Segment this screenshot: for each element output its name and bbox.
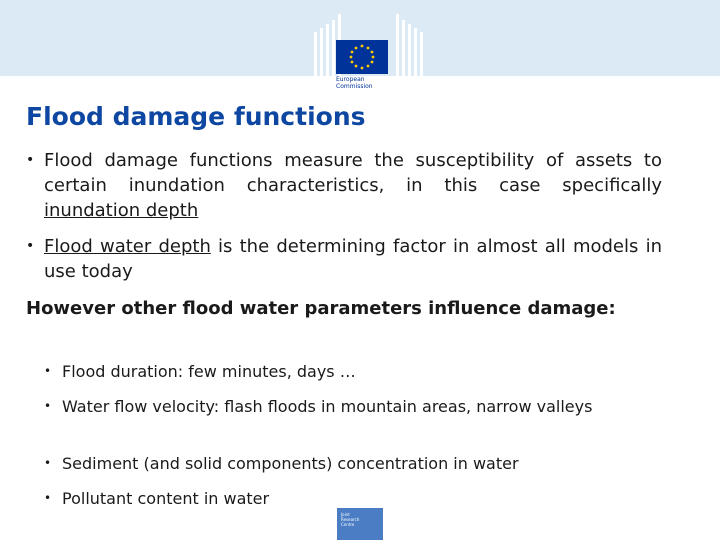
page-title: Flood damage functions — [26, 102, 366, 131]
bullet-1-text: Flood damage functions measure the susceptibility of assets to certain inundation characteristics, in this case specifically — [44, 150, 662, 196]
bullet-dot-icon: • — [26, 238, 35, 254]
sub-bullet-item — [44, 487, 664, 510]
bullet-item-2 — [26, 234, 662, 284]
sub-bullet-item — [44, 395, 664, 418]
sub-bullet-text: Water flow velocity: flash floods in mountain areas, narrow valleys — [62, 397, 593, 416]
bullet-1-underlined: inundation depth — [44, 200, 199, 221]
bullet-dot-icon: • — [44, 491, 52, 505]
logo-text — [336, 76, 396, 90]
bullet-dot-icon: • — [44, 364, 52, 378]
bold-statement: However other flood water parameters influence damage: — [26, 298, 616, 319]
jrc-text-line1: Joint — [341, 512, 350, 517]
jrc-text-line3: Centre — [341, 522, 355, 527]
sub-bullet-text: Pollutant content in water — [62, 489, 270, 508]
bullet-dot-icon: • — [26, 152, 35, 168]
logo-text-line1: European — [336, 76, 365, 83]
bullet-2-underlined: Flood water depth — [44, 236, 211, 257]
sub-bullet-item — [44, 452, 664, 475]
bullet-2-text-after: is the determining factor in almost all models in use today — [44, 236, 662, 282]
bullet-item-1 — [26, 148, 662, 223]
european-commission-logo-icon — [312, 10, 430, 76]
sub-bullet-text: Sediment (and solid components) concentration in water — [62, 454, 519, 473]
sub-bullet-text: Flood duration: few minutes, days … — [62, 362, 356, 381]
logo-text-line2: Commission — [336, 83, 373, 90]
sub-bullet-item — [44, 360, 664, 383]
header-band — [0, 0, 720, 76]
jrc-text-line2: Research — [341, 517, 360, 522]
bullet-dot-icon: • — [44, 399, 52, 413]
jrc-logo — [337, 508, 383, 540]
bullet-dot-icon: • — [44, 456, 52, 470]
